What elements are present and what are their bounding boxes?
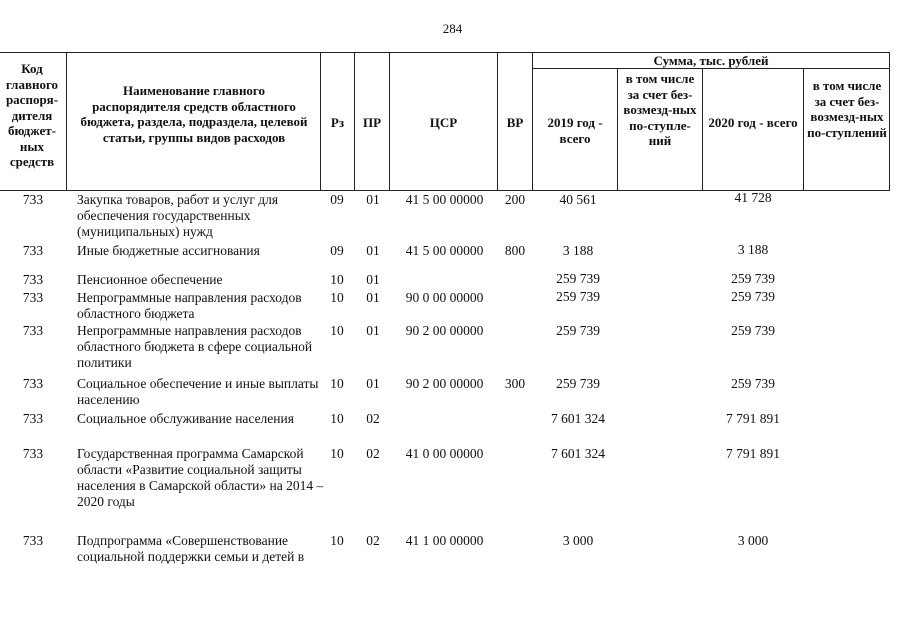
header-vr: ВР bbox=[506, 115, 524, 130]
row-code: 733 bbox=[22, 533, 44, 548]
row-csr: 41 5 00 00000 bbox=[405, 192, 484, 207]
row-code: 733 bbox=[22, 243, 44, 258]
row-name: Государственная программа Самарской области «Развитие социальной защиты населения в Самарской области» на 2014 – 2020 годы bbox=[77, 446, 324, 509]
header-pr: ПР bbox=[362, 115, 382, 130]
header-col-rule bbox=[617, 68, 618, 190]
row-code: 733 bbox=[22, 290, 44, 305]
row-pr: 02 bbox=[366, 446, 380, 461]
row-code: 733 bbox=[22, 446, 44, 461]
header-col-rule bbox=[803, 68, 804, 190]
header-name: Наименование главного распорядителя средств областного бюджета, раздела, подраздела, целевой статьи, группы видов расходов bbox=[80, 83, 308, 145]
header-sum: Сумма, тыс. рублей bbox=[653, 53, 769, 68]
row-rz: 10 bbox=[330, 290, 344, 305]
row-2019-total: 7 601 324 bbox=[551, 446, 605, 461]
row-rz: 09 bbox=[330, 192, 344, 207]
row-2019-total: 3 000 bbox=[562, 533, 594, 548]
row-csr: 41 5 00 00000 bbox=[405, 243, 484, 258]
row-rz: 10 bbox=[330, 446, 344, 461]
row-2020-total: 3 000 bbox=[737, 533, 769, 548]
row-2019-total: 40 561 bbox=[559, 192, 597, 207]
row-name: Пенсионное обеспечение bbox=[77, 272, 223, 287]
row-name: Социальное обеспечение и иные выплаты населению bbox=[77, 376, 319, 407]
row-vr: 800 bbox=[504, 243, 526, 258]
header-col-rule bbox=[702, 68, 703, 190]
row-2019-total: 259 739 bbox=[556, 271, 600, 286]
row-name: Закупка товаров, работ и услуг для обеспечения государственных (муниципальных) нужд bbox=[77, 192, 279, 239]
row-rz: 10 bbox=[330, 533, 344, 548]
row-rz: 10 bbox=[330, 272, 344, 287]
row-2020-total: 7 791 891 bbox=[726, 446, 780, 461]
row-rz: 09 bbox=[330, 243, 344, 258]
row-csr: 90 2 00 00000 bbox=[405, 376, 484, 391]
row-rz: 10 bbox=[330, 376, 344, 391]
row-csr: 41 0 00 00000 bbox=[405, 446, 484, 461]
header-2020-total: 2020 год - всего bbox=[708, 115, 798, 130]
row-2020-total: 259 739 bbox=[731, 271, 775, 286]
row-name: Непрограммные направления расходов областного бюджета в сфере социальной политики bbox=[77, 323, 313, 370]
row-name: Иные бюджетные ассигнования bbox=[77, 243, 260, 258]
row-2019-total: 7 601 324 bbox=[551, 411, 605, 426]
row-name: Социальное обслуживание населения bbox=[77, 411, 294, 426]
row-code: 733 bbox=[22, 272, 44, 287]
row-2020-total: 7 791 891 bbox=[726, 411, 780, 426]
row-code: 733 bbox=[22, 411, 44, 426]
row-2019-total: 259 739 bbox=[556, 323, 600, 338]
row-pr: 01 bbox=[366, 192, 380, 207]
row-pr: 01 bbox=[366, 290, 380, 305]
header-col-rule bbox=[889, 52, 890, 190]
row-code: 733 bbox=[22, 376, 44, 391]
page-number: 284 bbox=[442, 21, 463, 36]
header-col-rule bbox=[66, 52, 67, 190]
row-pr: 01 bbox=[366, 243, 380, 258]
row-2020-total: 259 739 bbox=[731, 376, 775, 391]
row-pr: 01 bbox=[366, 272, 380, 287]
row-csr: 90 0 00 00000 bbox=[405, 290, 484, 305]
row-2020-total: 41 728 bbox=[734, 190, 772, 205]
header-col-rule bbox=[532, 52, 533, 190]
header-rz: Рз bbox=[330, 115, 345, 130]
row-2020-total: 259 739 bbox=[731, 323, 775, 338]
row-csr: 41 1 00 00000 bbox=[405, 533, 484, 548]
row-2020-total: 3 188 bbox=[737, 242, 769, 257]
row-code: 733 bbox=[22, 323, 44, 338]
row-2019-total: 259 739 bbox=[556, 289, 600, 304]
row-rz: 10 bbox=[330, 323, 344, 338]
row-name: Непрограммные направления расходов областного бюджета bbox=[77, 290, 302, 321]
header-2019-total: 2019 год - всего bbox=[547, 115, 603, 146]
row-rz: 10 bbox=[330, 411, 344, 426]
row-vr: 300 bbox=[504, 376, 526, 391]
row-2020-total: 259 739 bbox=[731, 289, 775, 304]
row-name: Подпрограмма «Совершенствование социальной поддержки семьи и детей в bbox=[77, 533, 305, 564]
row-pr: 01 bbox=[366, 323, 380, 338]
row-pr: 01 bbox=[366, 376, 380, 391]
header-csr: ЦСР bbox=[429, 115, 458, 130]
row-pr: 02 bbox=[366, 533, 380, 548]
row-vr: 200 bbox=[504, 192, 526, 207]
header-code: Код главного распоря-дителя бюджет-ных средств bbox=[5, 61, 59, 169]
row-2019-total: 259 739 bbox=[556, 376, 600, 391]
row-code: 733 bbox=[22, 192, 44, 207]
header-2019-free: в том числе за счет без-возмезд-ных по-ступле-ний bbox=[623, 71, 697, 148]
row-pr: 02 bbox=[366, 411, 380, 426]
header-2020-free: в том числе за счет без-возмезд-ных по-ступлений bbox=[807, 78, 887, 140]
row-csr: 90 2 00 00000 bbox=[405, 323, 484, 338]
row-2019-total: 3 188 bbox=[562, 243, 594, 258]
